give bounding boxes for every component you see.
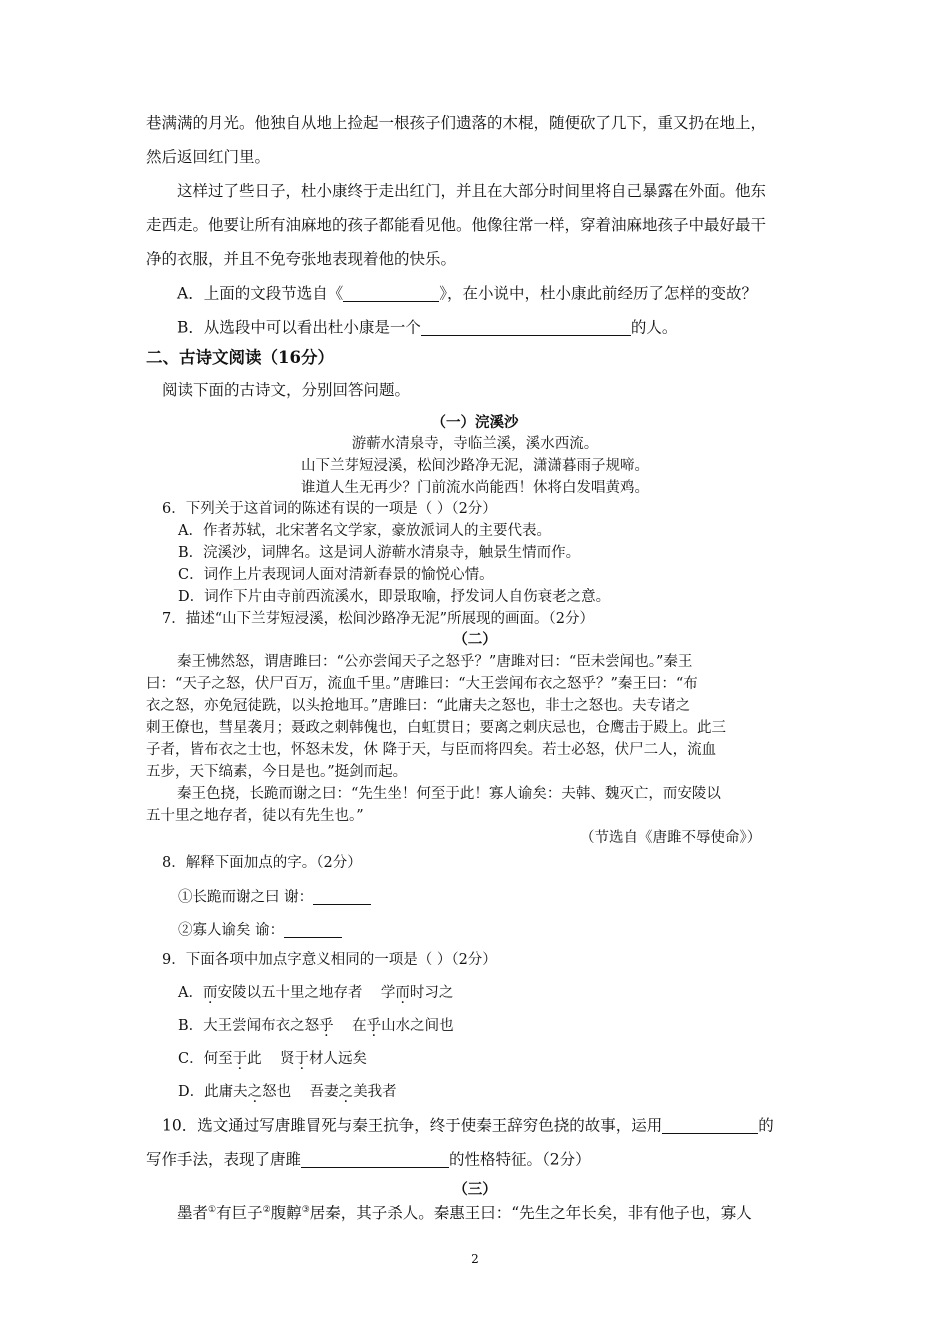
option-a: A．作者苏轼，北宋著名文学家，豪放派词人的主要代表。 [178,523,551,539]
dotted-char: 而 [395,985,410,1001]
answer-blank[interactable] [313,889,371,905]
option-d [178,1085,397,1100]
passage-text: 有巨子 [216,1204,263,1222]
section-heading: 二、古诗文阅读（16分） [146,348,334,367]
option-text: 怒也 吾妻 [262,1084,339,1100]
dotted-char: 乎 [366,1018,382,1034]
passage-line: 刺王僚也，彗星袭月；聂政之刺韩傀也，白虹贯日；要离之刺庆忌也，仓鹰击于殿上。此三 [146,720,726,736]
question-b-text: B．从选段中可以看出杜小康是一个 [177,318,421,337]
question-text: 的 [758,1116,774,1135]
question-text: 写作手法，表现了唐雎 [146,1150,302,1169]
question-b-text: 的人。 [630,318,678,337]
passage-line: 秦王色挠，长跪而谢之曰：“先生坐！何至于此！寡人谕矣：夫韩、魏灭亡，而安陵以 [177,786,721,802]
dotted-char: 乎 [319,1018,334,1034]
answer-blank[interactable] [343,286,439,302]
option-a [178,986,453,1001]
option-text: D．此庸夫 [178,1084,248,1100]
section-intro: 阅读下面的古诗文，分别回答问题。 [162,381,411,399]
dotted-char: 之 [338,1084,354,1100]
passage-title: （二） [453,631,497,648]
passage-line: 五步，天下缟素，今日是也。”挺剑而起。 [146,764,408,780]
question-item [178,922,342,938]
question-b [177,320,677,336]
footnote-marker: ③ [301,1204,310,1215]
question-text: 的性格特征。（2分） [449,1150,591,1169]
option-b [178,1019,454,1034]
option-text: A． [178,985,203,1001]
passage-line: 秦王怫然怒，谓唐雎曰：“公亦尝闻天子之怒乎？”唐雎对曰：“臣未尝闻也。”秦王 [177,654,693,670]
answer-blank[interactable] [421,320,631,336]
passage-line: 五十里之地存者，徒以有先生也。” [146,808,364,824]
question-a-text: 》，在小说中，杜小康此前经历了怎样的变故？ [439,284,757,303]
option-text: 山水之间也 [381,1018,454,1034]
poem-line: 游蕲水清泉寺，寺临兰溪，溪水西流。 [351,436,599,452]
question-10-line [162,1118,774,1134]
poem-line: 谁道人生无再少？门前流水尚能西！休将白发唱黄鸡。 [301,480,649,496]
passage-source: （节选自《唐雎不辱使命》） [580,830,762,846]
question-a-text: A．上面的文段节选自《 [177,284,344,303]
footnote-marker: ② [262,1204,271,1215]
story-line: 这样过了些日子，杜小康终于走出红门，并且在大部分时间里将自己暴露在外面。他东 [177,182,767,200]
passage-text: 居秦，其子杀人。秦惠王曰：“先生之年长矣，非有他子也，寡人 [309,1204,752,1222]
footnote-marker: ① [208,1204,217,1215]
story-line: 然后返回红门里。 [146,148,271,166]
story-line: 巷满满的月光。他独自从地上捡起一根孩子们遗落的木棍，随便砍了几下，重又扔在地上， [146,114,767,132]
option-text: 在 [333,1018,367,1034]
dotted-char: 而 [202,985,218,1001]
dotted-char: 于 [294,1051,310,1067]
passage-line: 曰：“天子之怒，伏尸百万，流血千里。”唐雎曰：“大王尝闻布衣之怒乎？”秦王曰：“布 [146,676,698,692]
answer-blank[interactable] [301,1152,449,1168]
option-text: 时习之 [409,985,454,1001]
poem-title: （一）浣溪沙 [431,414,519,431]
question-item [178,889,371,905]
question-item-text: ①长跪而谢之曰 谢： [178,889,314,906]
question-item-text: ②寡人谕矣 谕： [178,922,285,939]
poem-line: 山下兰芽短浸溪，松间沙路净无泥，潇潇暮雨子规啼。 [301,458,649,474]
question-10-line [146,1152,591,1168]
option-text: 安陵以五十里之地存者 学 [217,985,396,1001]
option-d: D．词作下片由寺前西流溪水，即景取喻，抒发词人自伤衰老之意。 [178,589,611,605]
answer-blank[interactable] [284,922,342,938]
dotted-char: 之 [247,1084,263,1100]
option-text: B．大王尝闻布衣之怒 [178,1018,320,1034]
option-b: B．浣溪沙，词牌名。这是词人游蕲水清泉寺，触景生情而作。 [178,545,581,561]
option-c: C．词作上片表现词人面对清新春景的愉悦心情。 [178,567,494,583]
question-stem: 6．下列关于这首词的陈述有误的一项是（ ）（2分） [162,501,497,517]
passage-text: 墨者 [177,1204,209,1222]
passage-line: 衣之怒，亦免冠徒跣，以头抢地耳。”唐雎曰：“此庸夫之怒也，非士之怒也。夫专诸之 [146,698,691,714]
answer-blank[interactable] [662,1118,758,1134]
question-a [177,286,757,302]
question-stem: 9．下面各项中加点字意义相同的一项是（ ）（2分） [162,952,497,968]
option-c [178,1052,367,1067]
dotted-char: 于 [232,1051,248,1067]
option-text: 此 贤 [247,1051,295,1067]
option-text: 材人远矣 [309,1051,368,1067]
story-line: 走西走。他要让所有油麻地的孩子都能看见他。他像往常一样，穿着油麻地孩子中最好最干 [146,216,767,234]
passage-line: 子者，皆布衣之士也，怀怒未发，休 降于天，与臣而将四矣。若士必怒，伏尸二人，流血 [146,742,717,758]
passage-title: （三） [453,1181,497,1198]
passage-line [177,1206,752,1222]
question-text: 10．选文通过写唐雎冒死与秦王抗争，终于使秦王辞穷色挠的故事，运用 [162,1116,663,1135]
option-text: 美我者 [353,1084,397,1100]
story-line: 净的衣服，并且不免夸张地表现着他的快乐。 [146,250,457,268]
page-number: 2 [471,1252,479,1266]
question-stem: 8．解释下面加点的字。（2分） [162,855,362,871]
question-stem: 7．描述“山下兰芽短浸溪，松间沙路净无泥”所展现的画面。（2分） [162,611,595,627]
passage-text: 腹䵍 [270,1204,302,1222]
option-text: C．何至 [178,1051,233,1067]
